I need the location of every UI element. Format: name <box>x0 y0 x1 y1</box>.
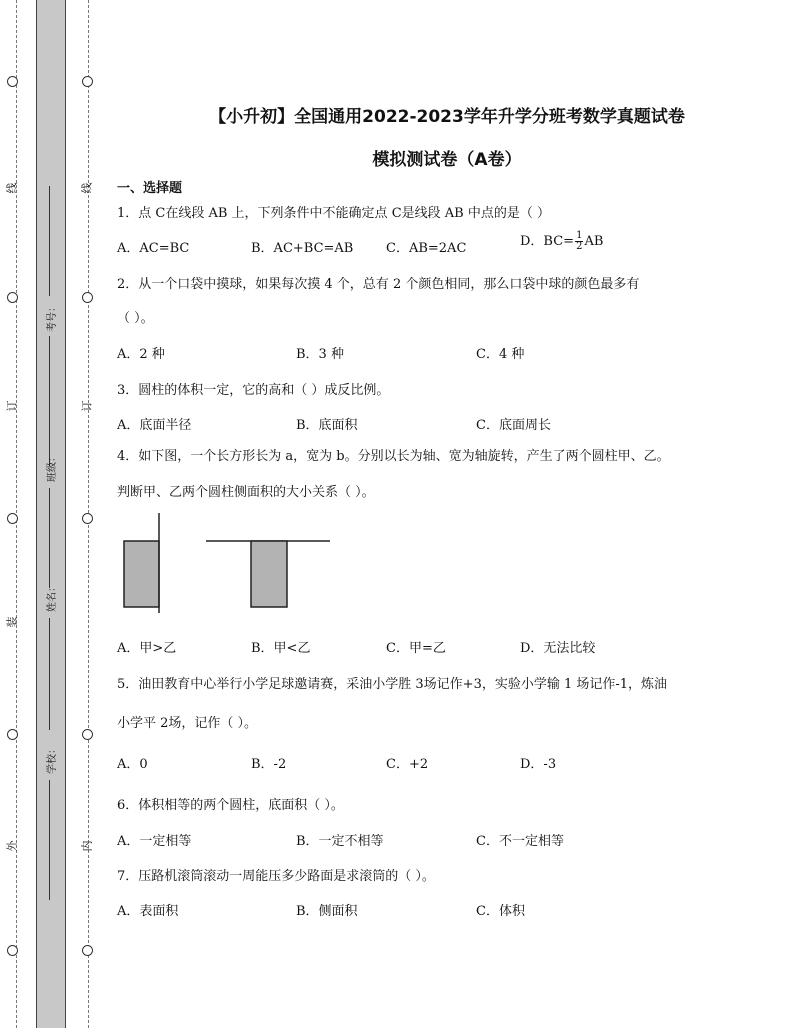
margin-label: 装 <box>5 616 19 628</box>
binding-strip <box>36 0 66 1028</box>
q6-option-b: B．一定不相等 <box>296 834 384 849</box>
hole-marker <box>7 292 18 303</box>
q1-option-b: B．AC+BC=AB <box>251 241 354 256</box>
hole-marker <box>82 513 93 524</box>
question-2-blank: （ ）。 <box>117 311 154 326</box>
q3-option-b: B．底面积 <box>296 418 358 433</box>
margin-label: 订 <box>80 400 94 412</box>
exam-title: 【小升初】全国通用2022-2023学年升学分班考数学真题试卷 <box>209 107 685 127</box>
exam-subtitle: 模拟测试卷（A卷） <box>372 150 522 170</box>
q6-option-c: C．不一定相等 <box>476 834 564 849</box>
margin-label: 内 <box>80 840 94 852</box>
fraction-numerator: 1 <box>576 230 583 241</box>
q7-option-c: C．体积 <box>476 904 525 919</box>
binding-margin <box>0 0 100 1028</box>
q1-option-d <box>520 230 603 252</box>
hole-marker <box>82 76 93 87</box>
field-line <box>49 618 50 730</box>
hole-marker <box>7 76 18 87</box>
field-label-exam-no: 考号： <box>47 302 58 332</box>
q7-option-a: A．表面积 <box>117 904 179 919</box>
q1-option-c: C．AB=2AC <box>386 241 467 256</box>
hole-marker <box>82 945 93 956</box>
field-label-class: 班级： <box>47 452 58 482</box>
rectangle-rotated-about-width <box>251 541 287 607</box>
rectangle-rotated-about-length <box>124 541 159 607</box>
margin-label: 线 <box>5 182 19 194</box>
field-line <box>49 780 50 900</box>
q4-option-b: B．甲<乙 <box>251 641 311 656</box>
question-5: 5．油田教育中心举行小学足球邀请赛，采油小学胜 3场记作+3，实验小学输 1 场记作-1，炼油 <box>117 677 668 692</box>
q4-option-c: C．甲=乙 <box>386 641 446 656</box>
q1-option-a: A．AC=BC <box>117 241 190 256</box>
field-line <box>49 488 50 588</box>
q7-option-b: B．侧面积 <box>296 904 358 919</box>
question-4-line2: 判断甲、乙两个圆柱侧面积的大小关系（ ）。 <box>117 485 375 500</box>
margin-label: 外 <box>5 840 19 852</box>
field-label-school: 学校： <box>47 744 58 774</box>
q2-option-a: A．2 种 <box>117 347 165 362</box>
field-label-name: 姓名： <box>47 582 58 612</box>
question-2: 2．从一个口袋中摸球，如果每次摸 4 个，总有 2 个颜色相同，那么口袋中球的颜色最多有 <box>117 277 640 292</box>
hole-marker <box>7 729 18 740</box>
question-5-line2: 小学平 2场，记作（ ）。 <box>117 716 258 731</box>
q4-option-a: A．甲>乙 <box>117 641 177 656</box>
q3-option-c: C．底面周长 <box>476 418 551 433</box>
margin-label: 线 <box>80 182 94 194</box>
hole-marker <box>7 513 18 524</box>
question-7: 7．压路机滚筒滚动一周能压多少路面是求滚筒的（ ）。 <box>117 869 435 884</box>
q5-option-c: C．+2 <box>386 757 429 772</box>
fraction <box>575 231 583 252</box>
fraction-denominator: 2 <box>576 241 583 252</box>
q2-option-c: C．4 种 <box>476 347 525 362</box>
q5-option-d: D．-3 <box>520 757 557 772</box>
q5-option-b: B．-2 <box>251 757 287 772</box>
question-3: 3．圆柱的体积一定，它的高和（ ）成反比例。 <box>117 383 390 398</box>
hole-marker <box>82 292 93 303</box>
q6-option-a: A．一定相等 <box>117 834 192 849</box>
q3-option-a: A．底面半径 <box>117 418 192 433</box>
question-4: 4．如下图，一个长方形长为 a，宽为 b。分别以长为轴、宽为轴旋转，产生了两个圆柱甲、乙。 <box>117 449 670 464</box>
question-6: 6．体积相等的两个圆柱，底面积（ ）。 <box>117 798 344 813</box>
hole-marker <box>82 729 93 740</box>
rotation-figure <box>110 508 350 618</box>
q1-option-d-prefix: D．BC= <box>520 234 575 249</box>
hole-marker <box>7 945 18 956</box>
field-line <box>49 336 50 466</box>
q4-option-d: D．无法比较 <box>520 641 596 656</box>
q5-option-a: A．0 <box>117 757 148 772</box>
q2-option-b: B．3 种 <box>296 347 344 362</box>
field-line <box>49 186 50 296</box>
question-1: 1．点 C在线段 AB 上，下列条件中不能确定点 C是线段 AB 中点的是（ ） <box>117 206 550 221</box>
margin-label: 订 <box>5 400 19 412</box>
q1-option-d-suffix: AB <box>584 234 604 249</box>
section-heading: 一、选择题 <box>117 181 183 196</box>
